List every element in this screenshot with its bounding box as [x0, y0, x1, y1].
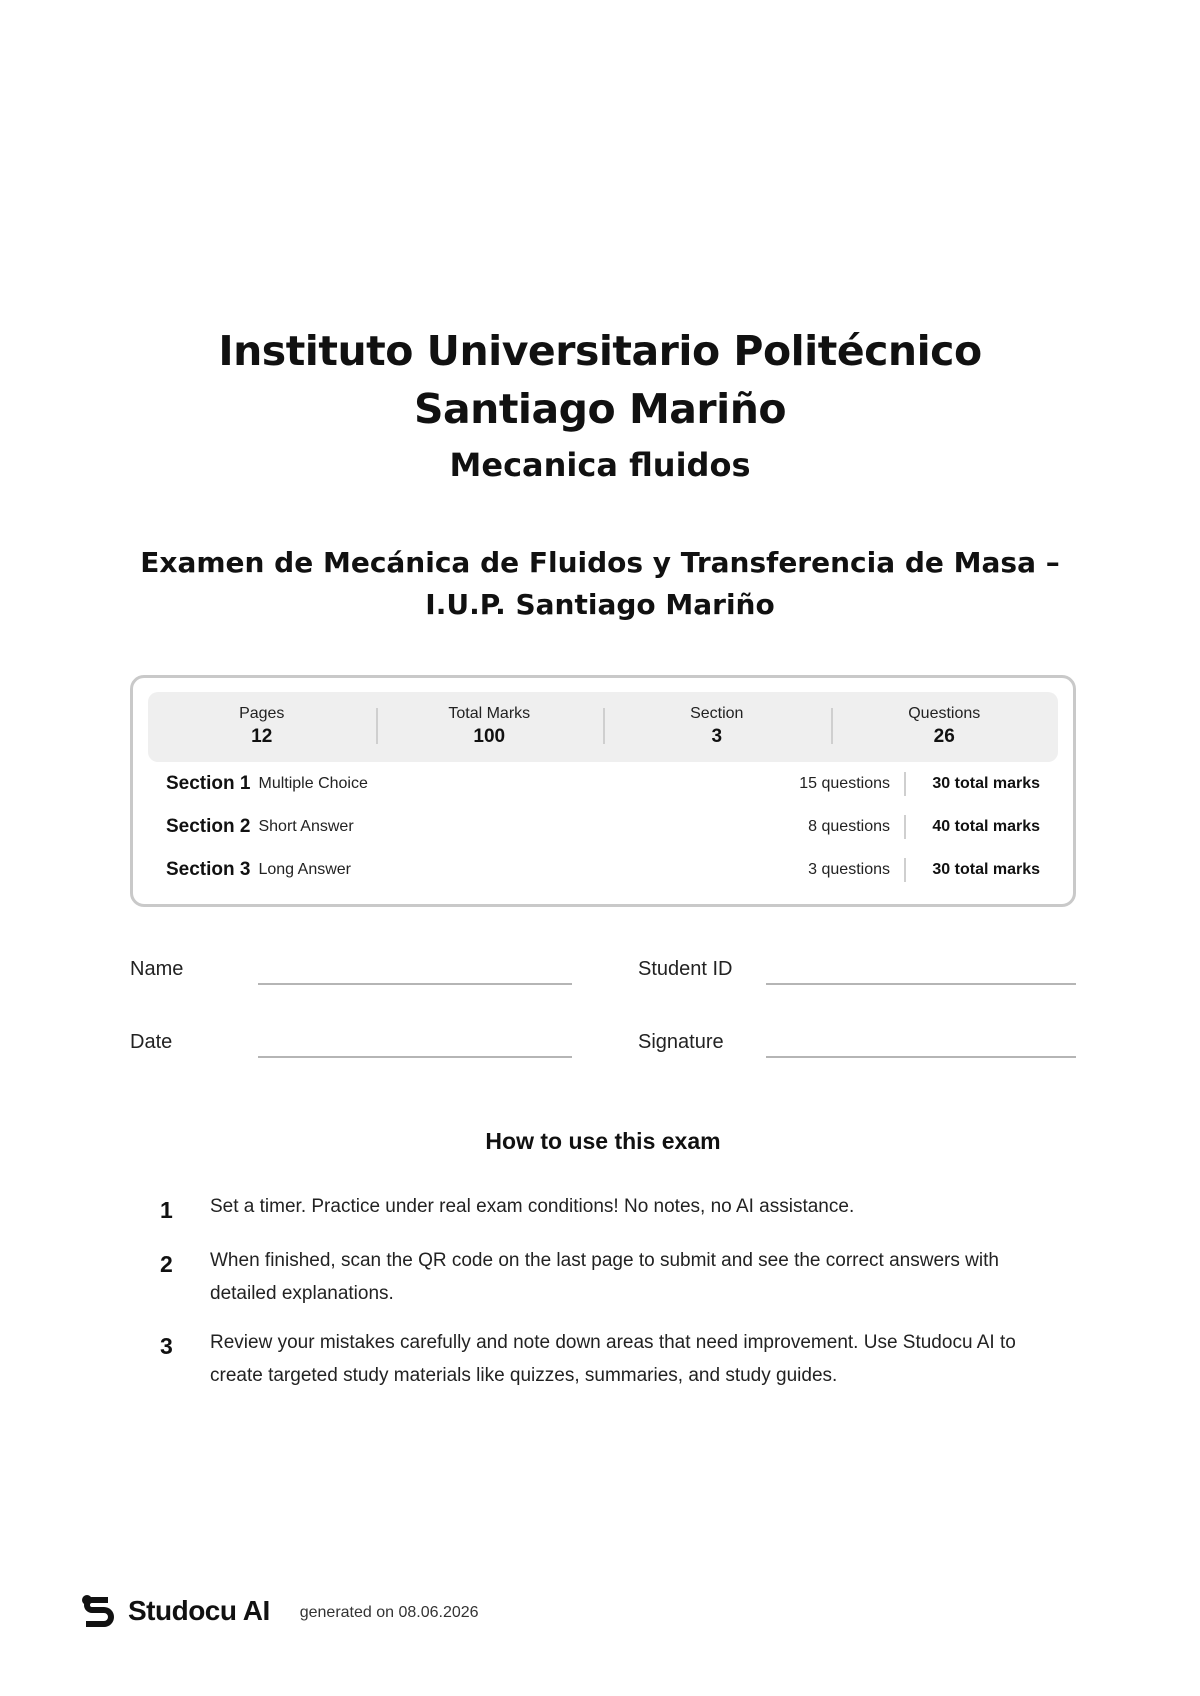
name-label: Name — [130, 958, 184, 980]
section-marks: 30 total marks — [932, 774, 1040, 792]
section-row-3 — [148, 848, 1058, 891]
date-input-line[interactable] — [258, 1028, 572, 1058]
section-questions: 8 questions — [808, 817, 890, 835]
field-row — [130, 955, 1076, 1028]
student-id-label: Student ID — [638, 958, 733, 980]
stat-label: Section — [690, 705, 744, 722]
stat-value: 3 — [711, 726, 723, 747]
step-number: 1 — [160, 1197, 173, 1223]
institution-name: Instituto Universitario Politécnico Santiago Mariño — [218, 327, 982, 433]
student-id-field — [638, 955, 1076, 1028]
section-row-1 — [148, 762, 1058, 805]
stat-total-marks — [376, 704, 604, 750]
signature-field — [638, 1028, 1076, 1101]
stat-label: Questions — [908, 705, 981, 722]
stat-value: 26 — [933, 726, 955, 747]
howto-title: How to use this exam — [485, 1128, 721, 1154]
name-field — [130, 955, 638, 1028]
header-block — [130, 322, 1070, 488]
student-id-input-line[interactable] — [766, 955, 1076, 985]
footer — [78, 1591, 479, 1631]
stat-value: 100 — [473, 726, 506, 747]
course-name: Mecanica fluidos — [449, 446, 751, 484]
signature-label: Signature — [638, 1031, 724, 1053]
brand-name: Studocu AI — [128, 1595, 270, 1626]
section-questions: 3 questions — [808, 860, 890, 878]
signature-input-line[interactable] — [766, 1028, 1076, 1058]
exam-summary-box — [130, 675, 1076, 907]
step-text: When finished, scan the QR code on the last page to submit and see the correct answers with detailed explanations. — [210, 1250, 999, 1304]
exam-title: Examen de Mecánica de Fluidos y Transferencia de Masa – I.U.P. Santiago Mariño — [140, 546, 1060, 621]
section-type: Long Answer — [258, 860, 351, 878]
step-text: Set a timer. Practice under real exam conditions! No notes, no AI assistance. — [210, 1196, 855, 1217]
section-questions: 15 questions — [799, 774, 890, 792]
section-marks: 30 total marks — [932, 860, 1040, 878]
step-item — [160, 1244, 1060, 1310]
stat-sections — [603, 704, 831, 750]
stat-questions — [831, 704, 1059, 750]
section-name: Section 2 — [166, 815, 251, 837]
step-number: 3 — [160, 1333, 173, 1359]
howto-steps — [160, 1190, 1060, 1408]
step-number: 2 — [160, 1251, 173, 1277]
stat-label: Pages — [239, 705, 285, 722]
section-name: Section 1 — [166, 772, 251, 794]
stats-bar — [148, 692, 1058, 762]
date-label: Date — [130, 1031, 173, 1053]
section-name: Section 3 — [166, 858, 251, 880]
stat-pages — [148, 704, 376, 750]
field-row — [130, 1028, 1076, 1101]
date-field — [130, 1028, 638, 1101]
step-item — [160, 1326, 1060, 1392]
student-info-fields — [130, 955, 1076, 1101]
section-type: Multiple Choice — [258, 774, 368, 792]
name-input-line[interactable] — [258, 955, 572, 985]
stat-label: Total Marks — [448, 705, 531, 722]
section-type: Short Answer — [258, 817, 354, 835]
generated-date: generated on 08.06.2026 — [299, 1604, 479, 1621]
studocu-logo-icon — [78, 1591, 118, 1631]
step-item — [160, 1190, 1060, 1228]
stat-value: 12 — [251, 726, 273, 747]
step-text: Review your mistakes carefully and note down areas that need improvement. Use Studocu AI to create targeted study materials like quizzes, summaries, and study guides. — [210, 1332, 1016, 1386]
section-row-2 — [148, 805, 1058, 848]
section-marks: 40 total marks — [932, 817, 1040, 835]
